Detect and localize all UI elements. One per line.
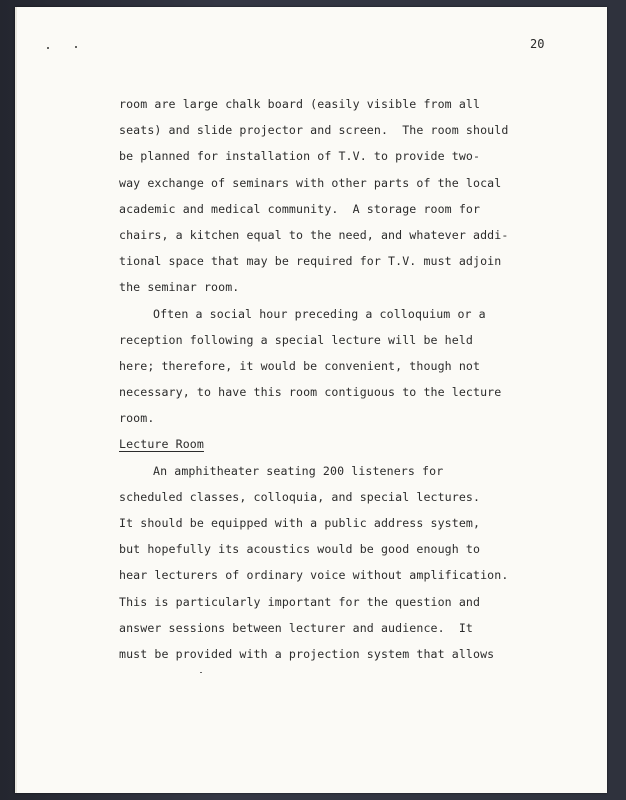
page-edge <box>15 7 17 793</box>
paragraph-3 <box>119 458 539 668</box>
page-number: 20 <box>530 37 545 51</box>
text-line: tional space that may be required for T.V. must adjoin <box>119 254 502 269</box>
text-line: seats) and slide projector and screen. The room should <box>119 123 509 138</box>
section-heading-text: Lecture Room <box>119 437 204 452</box>
paragraph-1 <box>119 91 539 301</box>
text-line: reception following a special lecture will be held <box>119 332 474 347</box>
document-page <box>15 7 607 793</box>
corner-mark <box>75 46 77 48</box>
text-line: the seminar room. <box>119 280 240 295</box>
text-line: It should be equipped with a public address system, <box>119 516 481 530</box>
text-line: chairs, a kitchen equal to the need, and whatever addi- <box>119 227 509 242</box>
text-line: necessary, to have this room contiguous to the lecture <box>119 385 502 400</box>
text-line: scheduled classes, colloquia, and special lectures. <box>119 489 481 504</box>
text-line: way exchange of seminars with other parts of the local <box>119 175 502 190</box>
text-line: must be provided with a projection system that allows <box>119 646 495 661</box>
text-line: here; therefore, it would be convenient, though not <box>119 358 481 373</box>
text-line: room are large chalk board (easily visible from all <box>119 97 481 111</box>
paper-speck <box>200 672 202 673</box>
paragraph-2 <box>119 301 539 432</box>
text-line: be planned for installation of T.V. to provide two- <box>119 149 481 164</box>
section-heading <box>119 431 539 457</box>
text-line: An amphitheater seating 200 listeners for <box>153 463 444 478</box>
body-text <box>119 91 539 667</box>
text-line: but hopefully its acoustics would be good enough to <box>119 542 481 557</box>
text-line: hear lecturers of ordinary voice without amplification. <box>119 568 509 583</box>
text-line: This is particularly important for the question and <box>119 594 481 609</box>
text-line: answer sessions between lecturer and audience. It <box>119 620 474 635</box>
text-line: Often a social hour preceding a colloquium or a <box>153 306 486 321</box>
text-line: room. <box>119 411 155 426</box>
text-line: academic and medical community. A storage room for <box>119 201 481 216</box>
corner-mark <box>47 47 49 49</box>
